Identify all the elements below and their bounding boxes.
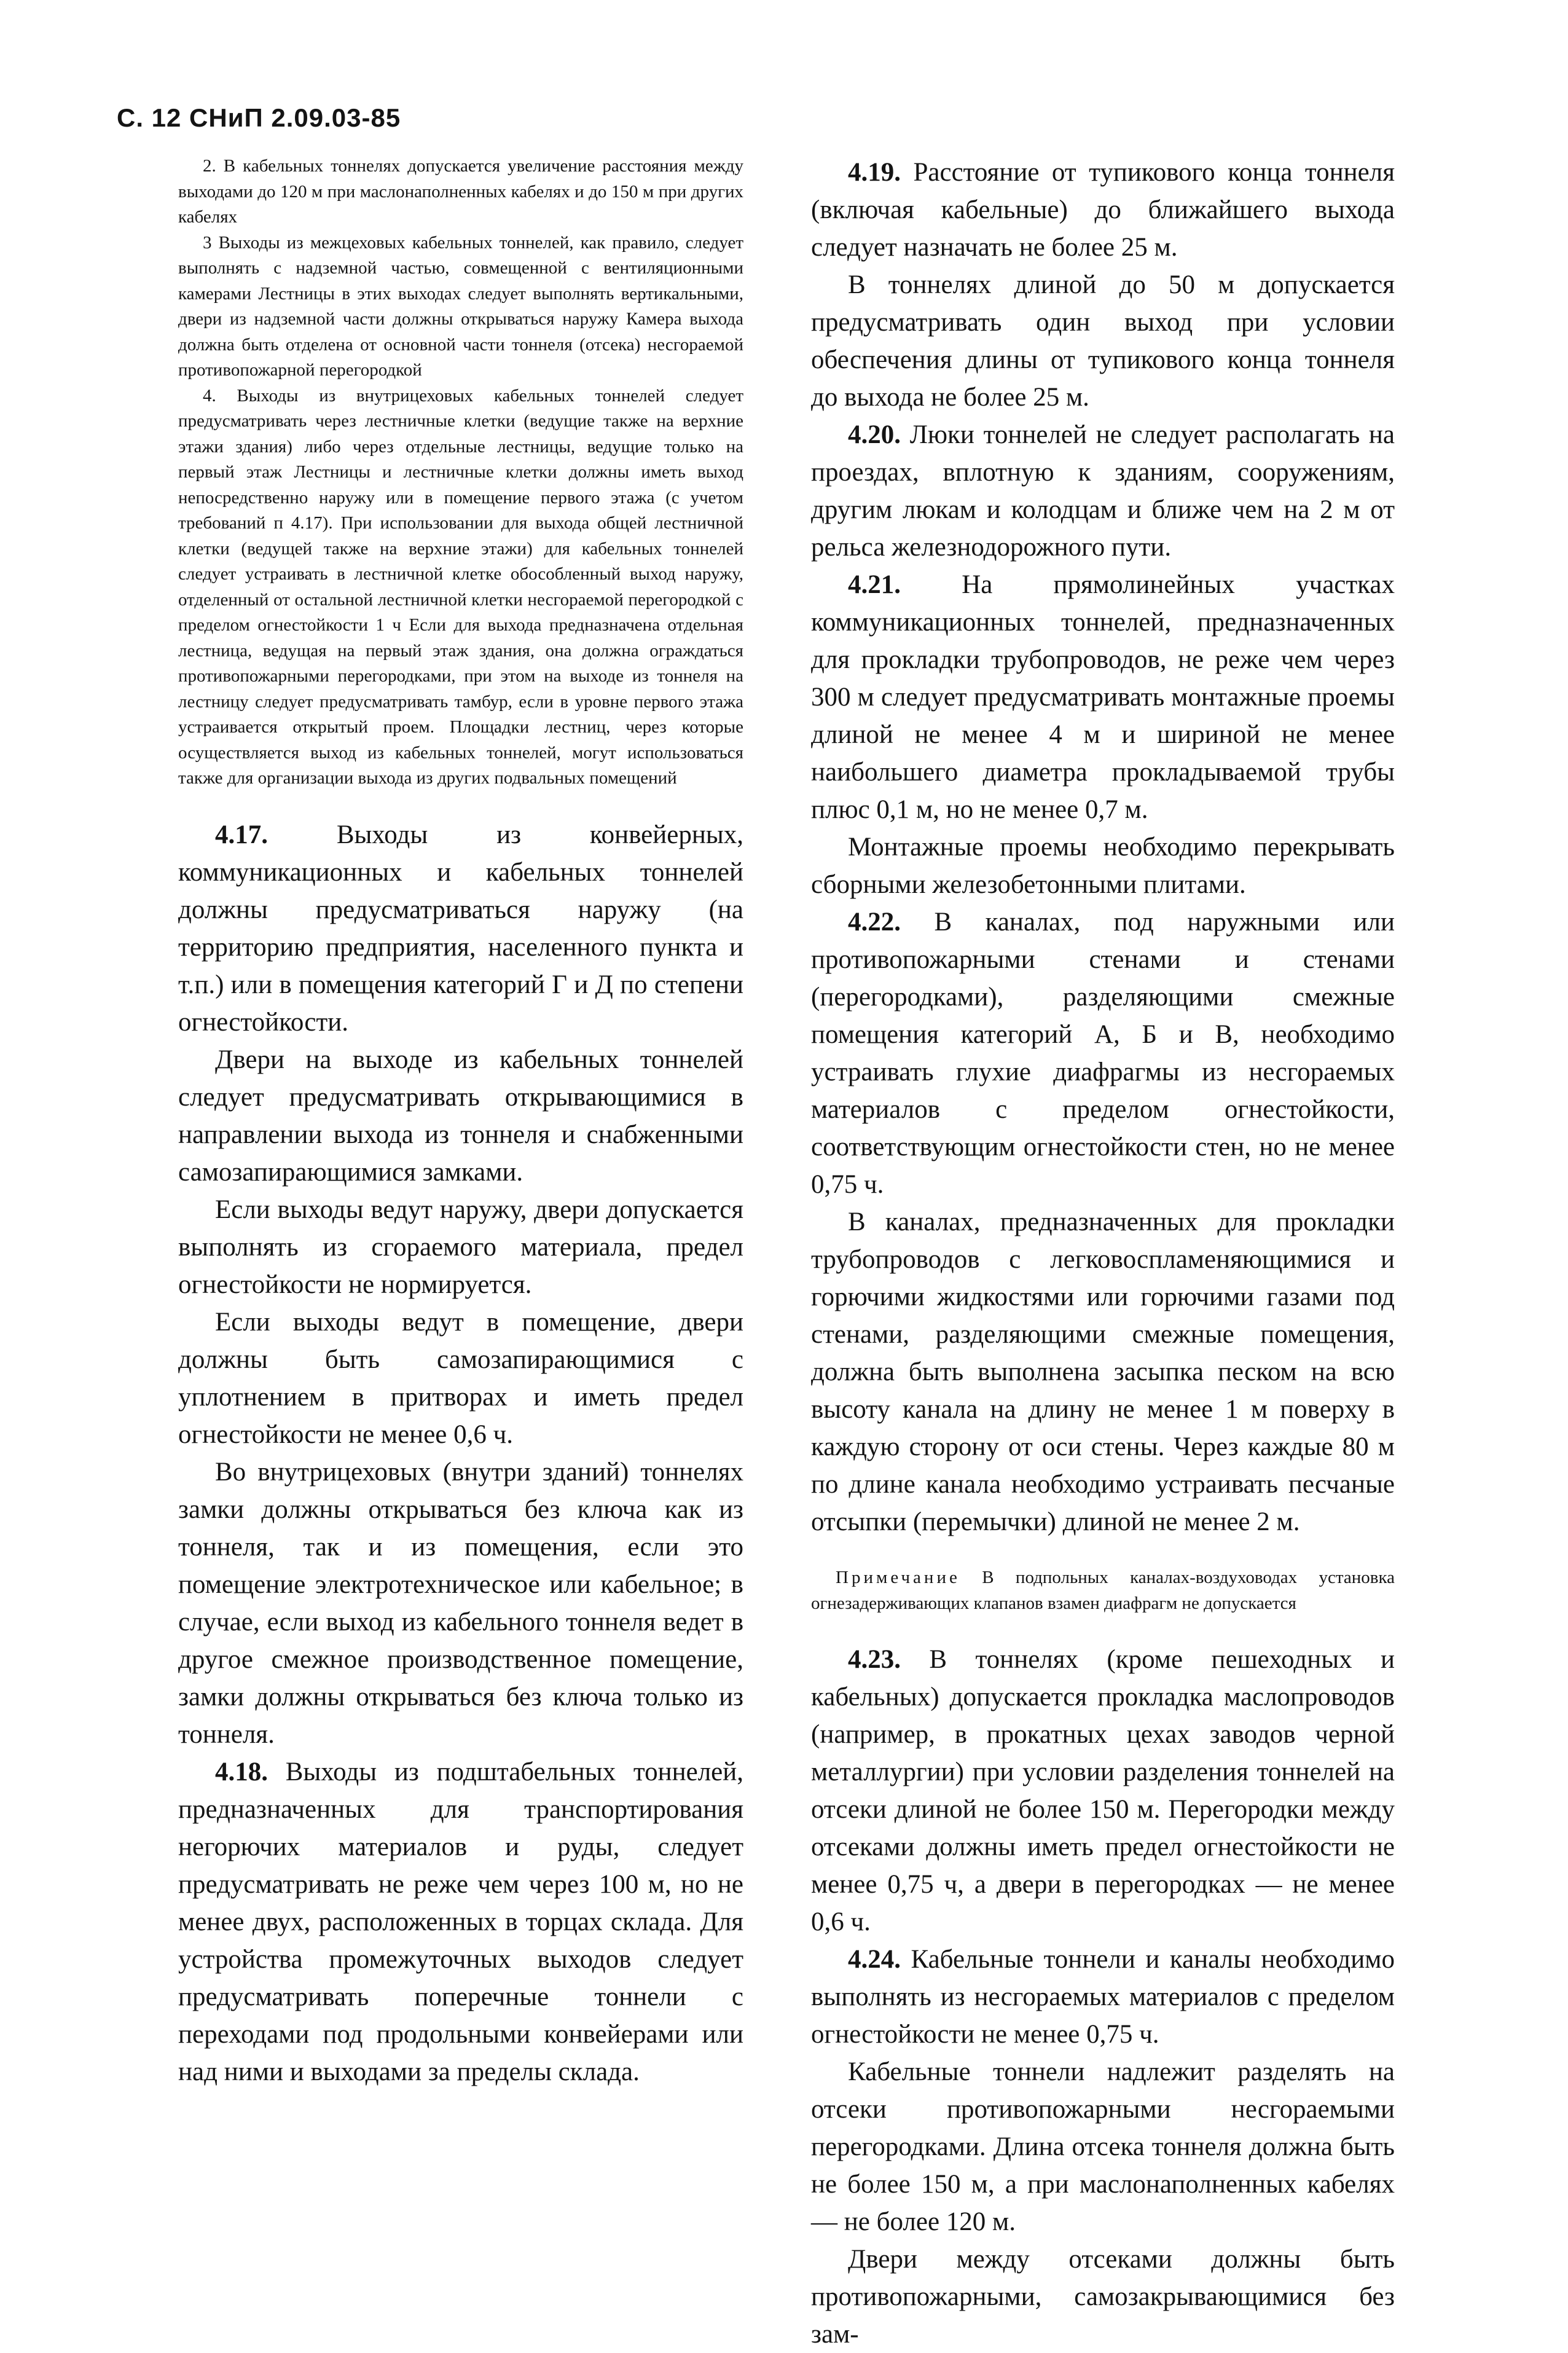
- clause-4-19: [811, 154, 1395, 266]
- clause-number: 4.17.: [215, 820, 268, 849]
- paragraph: Во внутрицеховых (внутри зданий) тоннелях замки должны открываться без ключа как из тоннеля, так и из помещения, если это помещение электротехническое или кабельное; в случае, если выход из кабельного тоннеля ведет в другое смежное производственное помещение, замки должны открываться без ключа только из тоннеля.: [178, 1457, 743, 1749]
- clause-4-24: [811, 1941, 1395, 2053]
- clause-number: 4.21.: [848, 570, 901, 599]
- paragraph: Если выходы ведут наружу, двери допускается выполнять из сгораемого материала, предел огнестойкости не нормируется.: [178, 1195, 743, 1299]
- note-2: 2. В кабельных тоннелях допускается увеличение расстояния между выходами до 120 м при маслонаполненных кабелях и до 150 м при других кабелях: [178, 156, 743, 227]
- note: [811, 1565, 1395, 1616]
- clause-text: Люки тоннелей не следует располагать на проездах, вплотную к зданиям, сооружениям, другим люкам и колодцам и ближе чем на 2 м от рельса железнодорожного пути.: [811, 420, 1395, 562]
- note-4: 4. Выходы из внутрицеховых кабельных тоннелей следует предусматривать через лестничные клетки (ведущие также на верхние этажи здания) либо через отдельные лестницы, ведущие только на первый этаж Лестницы и лестничные клетки должны иметь выход непосредственно наружу или в помещение первого этажа (с учетом требований п 4.17). При использовании для выхода общей лестничной клетки (ведущей также на верхние этажи) для кабельных тоннелей следует устраивать в лестничной клетке обособленный выход наружу, отделенный от остальной лестничной клетки несгораемой перегородкой с пределом огнестойкости 1 ч Если для выхода предназначена отдельная лестница, ведущая на первый этаж здания, она должна ограждаться противопожарными перегородками, при этом на выходе из тоннеля на лестницу следует предусматривать тамбур, если в уровне первого этажа устраивается открытый проем. Площадки лестниц, через которые осуществляется выход из кабельных тоннелей, могут использоваться также для организации выхода из других подвальных помещений: [178, 385, 743, 788]
- clause-number: 4.24.: [848, 1945, 901, 1974]
- clause-text: Выходы из подштабельных тоннелей, предназначенных для транспортирования негорючих материалов и руды, следует предусматривать не реже чем через 100 м, но не менее двух, расположенных в торцах склада. Для устройства промежуточных выходов следует предусматривать поперечные тоннели с переходами под продольными конвейерами или над ними и выходами за пределы склада.: [178, 1757, 743, 2086]
- paragraph: Монтажные проемы необходимо перекрывать сборными железобетонными плитами.: [811, 833, 1395, 899]
- paragraph: В тоннелях длиной до 50 м допускается предусматривать один выход при условии обеспечения длины от тупикового конца тоннеля до выхода не более 25 м.: [811, 270, 1395, 412]
- clause-4-17: [178, 816, 743, 1041]
- clause-text: В тоннелях (кроме пешеходных и кабельных) допускается прокладка маслопроводов (например, в прокатных цехах заводов черной металлургии) при условии разделения тоннелей на отсеки длиной не более 150 м. Перегородки между отсеками должны иметь предел огнестойкости не менее 0,75 ч, а двери в перегородках — не менее 0,6 ч.: [811, 1645, 1395, 1936]
- note-text: В подпольных каналах-воздуховодах установка огнезадерживающих клапанов взамен диафрагм не допускается: [811, 1568, 1395, 1613]
- clause-text: Выходы из конвейерных, коммуникационных и кабельных тоннелей должны предусматриваться наружу (на территорию предприятия, населенного пункта и т.п.) или в помещения категорий Г и Д по степени огнестойкости.: [178, 820, 743, 1037]
- paragraph: В каналах, предназначенных для прокладки трубопроводов с легковоспламеняющимися и горючими жидкостями или горючими газами под стенами, разделяющими смежные помещения, должна быть выполнена засыпка песком на всю высоту канала на длину не менее 1 м поверху в каждую сторону от оси стены. Через каждые 80 м по длине канала необходимо устраивать песчаные отсыпки (перемычки) длиной не менее 2 м.: [811, 1208, 1395, 1536]
- clause-4-23: [811, 1641, 1395, 1941]
- left-column: [178, 154, 743, 2091]
- clause-text: Расстояние от тупикового конца тоннеля (включая кабельные) до ближайшего выхода следует назначать не более 25 м.: [811, 158, 1395, 262]
- clause-4-22: [811, 903, 1395, 1203]
- clause-number: 4.22.: [848, 908, 901, 937]
- note-3: 3 Выходы из межцеховых кабельных тоннелей, как правило, следует выполнять с надземной частью, совмещенной с вентиляционными камерами Лестницы в этих выходах следует выполнять вертикальными, двери из надземной части должны открываться наружу Камера выхода должна быть отделена от основной части тоннеля (отсека) несгораемой противопожарной перегородкой: [178, 232, 743, 380]
- paragraph: Двери между отсеками должны быть противопожарными, самозакрывающимися без зам-: [811, 2245, 1395, 2349]
- clause-4-20: [811, 416, 1395, 566]
- note-label: Примечание: [836, 1568, 960, 1587]
- clause-number: 4.19.: [848, 158, 901, 187]
- clause-number: 4.23.: [848, 1645, 901, 1674]
- clause-text: Кабельные тоннели и каналы необходимо выполнять из несгораемых материалов с пределом огнестойкости не менее 0,75 ч.: [811, 1945, 1395, 2049]
- clause-4-21: [811, 566, 1395, 828]
- clause-number: 4.20.: [848, 420, 901, 449]
- clause-text: На прямолинейных участках коммуникационных тоннелей, предназначенных для прокладки трубопроводов, не реже чем через 300 м следует предусматривать монтажные проемы длиной не менее 4 м и шириной не менее наибольшего диаметра прокладываемой трубы плюс 0,1 м, но не менее 0,7 м.: [811, 570, 1395, 824]
- clause-number: 4.18.: [215, 1757, 268, 1786]
- paragraph: Кабельные тоннели надлежит разделять на отсеки противопожарными несгораемыми перегородками. Длина отсека тоннеля должна быть не более 150 м, а при маслонаполненных кабелях — не более 120 м.: [811, 2057, 1395, 2236]
- paragraph: Если выходы ведут в помещение, двери должны быть самозапирающимися с уплотнением в притворах и иметь предел огнестойкости не менее 0,6 ч.: [178, 1307, 743, 1449]
- page-header: С. 12 СНиП 2.09.03-85: [117, 103, 401, 132]
- paragraph: Двери на выходе из кабельных тоннелей следует предусматривать открывающимися в направлении выхода из тоннеля и снабженными самозапирающимися замками.: [178, 1045, 743, 1187]
- clause-4-18: [178, 1753, 743, 2091]
- clause-text: В каналах, под наружными или противопожарными стенами и стенами (перегородками), разделяющими смежные помещения категорий А, Б и В, необходимо устраивать глухие диафрагмы из несгораемых материалов с пределом огнестойкости, соответствующим огнестойкости стен, но не менее 0,75 ч.: [811, 908, 1395, 1199]
- right-column: [811, 154, 1395, 2353]
